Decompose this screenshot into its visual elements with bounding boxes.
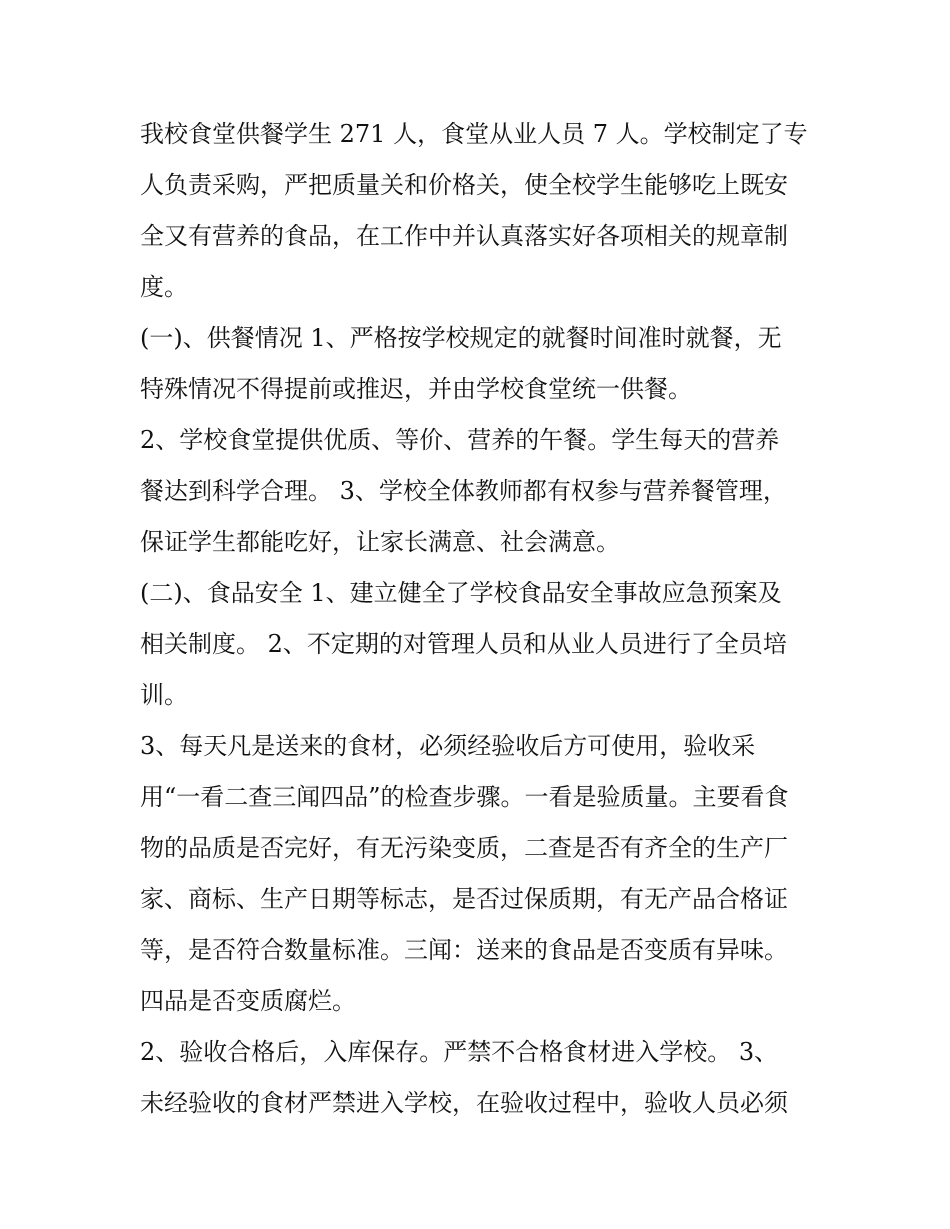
text-line: 2、验收合格后，入库保存。严禁不合格食材进入学校。 3、 bbox=[140, 1038, 779, 1066]
text-line: 全又有营养的食品，在工作中并认真落实好各项相关的规章制 bbox=[140, 222, 788, 250]
text-line: 特殊情况不得提前或推迟，并由学校食堂统一供餐。 bbox=[140, 375, 692, 403]
document-body bbox=[140, 109, 820, 1129]
text-line: 物的品质是否完好，有无污染变质，二查是否有齐全的生产厂 bbox=[140, 834, 788, 862]
text-line: 保证学生都能吃好，让家长满意、社会满意。 bbox=[140, 528, 620, 556]
text-line: (二)、食品安全 1、建立健全了学校食品安全事故应急预案及 bbox=[140, 579, 782, 607]
text-line: 相关制度。 2、不定期的对管理人员和从业人员进行了全员培 bbox=[140, 630, 787, 658]
text-line: 人负责采购，严把质量关和价格关，使全校学生能够吃上既安 bbox=[140, 171, 788, 199]
text-line: 用“一看二查三闻四品”的检查步骤。一看是验质量。主要看食 bbox=[140, 783, 789, 811]
text-line: 3、每天凡是送来的食材，必须经验收后方可使用，验收采 bbox=[140, 732, 756, 760]
text-line: 餐达到科学合理。 3、学校全体教师都有权参与营养餐管理， bbox=[140, 477, 787, 505]
text-line: 未经验收的食材严禁进入学校，在验收过程中，验收人员必须 bbox=[140, 1089, 788, 1117]
text-line: 训。 bbox=[140, 681, 188, 709]
text-line: 家、商标、生产日期等标志，是否过保质期，有无产品合格证 bbox=[140, 885, 788, 913]
text-line: 2、学校食堂提供优质、等价、营养的午餐。学生每天的营养 bbox=[140, 426, 780, 454]
text-line: 等，是否符合数量标准。三闻：送来的食品是否变质有异味。 bbox=[140, 936, 788, 964]
text-line: 我校食堂供餐学生 271 人，食堂从业人员 7 人。学校制定了专 bbox=[140, 120, 808, 148]
text-line: 四品是否变质腐烂。 bbox=[140, 987, 356, 1015]
text-line: 度。 bbox=[140, 273, 188, 301]
text-line: (一)、供餐情况 1、严格按学校规定的就餐时间准时就餐，无 bbox=[140, 324, 782, 352]
